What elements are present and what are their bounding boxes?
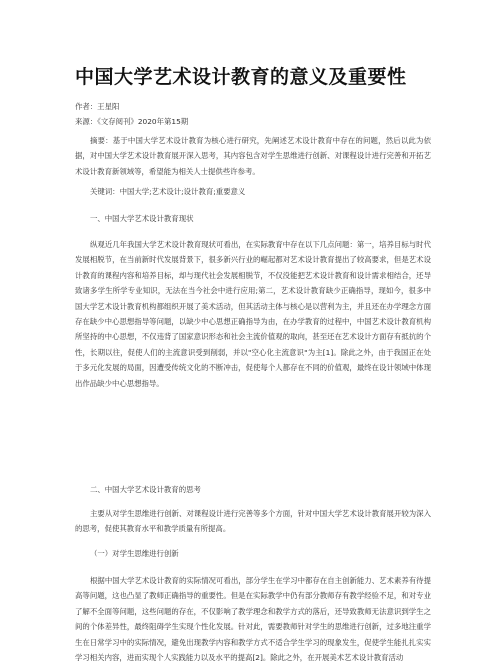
author-line: 作者：王星阳: [75, 102, 120, 111]
subsection1-heading: （一）对学生思维进行创新: [90, 549, 179, 558]
abstract-paragraph: 摘要：基于中国大学艺术设计教育为核心进行研究，先阐述艺术设计教育中存在的问题，然后以此为依据，对中国大学艺术设计教育展开深入思考，其内容包含对学生思维进行创新、对课程设计进行完善和开拓艺术设计教育新领域等，希望能为相关人士提供些许参考。: [75, 136, 431, 176]
section2-intro: 主要从对学生思维进行创新、对课程设计进行完善等多个方面，针对中国大学艺术设计教育展开较为深入的思考，促使其教育水平和教学质量有所提高。: [75, 509, 431, 534]
subsection1-body: 根据中国大学艺术设计教育的实际情况可看出，部分学生在学习中都存在自主创新能力、艺术素养有待提高等问题，这也凸显了教师正确指导的重要性。但是在实际教学中仍有部分教师存有教学经验不足，和对专业了解不全面等问题，这些问题的存在，不仅影响了教学理念和教学方式的落后，还导致教师无法意识到学生之间的个体差异性，最终阻碍学生实现个性化发展。针对此，需要教师针对学生的思维进行创新，过多地注重学生在日常学习中的实际情况，避免出现教学内容和教学方式不适合学生学习的现象发生，促使学生能扎扎实实学习相关内容，进而实现个人实践能力以及水平的提高[2]。除此之外，在开展美术艺术设计教育活动: [75, 576, 431, 663]
section1-body: 纵观近几年我国大学艺术设计教育现状可看出，在实际教育中存在以下几点问题：第一，培养目标与时代发展相脱节，在当前新时代发展背景下，很多新兴行业的崛起都对艺术设计教育提出了较高要求，但是艺术设计教育的课程内容和培养目标，却与现代社会发展相脱节，不仅没能把艺术设计教育和设计需求相结合，还导致诸多学生所学专业知识，无法在当今社会中进行应用;第二，艺术设计教育缺少正确指导，现如今，很多中国大学艺术设计教育机构都组织开展了美术活动，但其活动主体与核心是以营利为主，并且还在办学理念方面存在缺少中心思想指导等问题，以缺少中心思想正确指导为由，在办学教育的过程中，中国艺术设计教育机构所坚持的中心思想，不仅违背了国家意识形态和社会主流价值观的取向，甚至还在艺术设计方面存有抵抗的个性，长期以往，促使人们的主流意识受到削弱，并以"空心化主流意识"为主[1]。除此之外，由于我国正在处于多元化发展的局面，因遭受传统文化的不断冲击，促使每个人都存在不同的价值观，最终在设计领域中体现出作品缺少中心思想指导。: [75, 240, 431, 388]
article-title: 中国大学艺术设计教育的意义及重要性: [75, 66, 407, 88]
section1-heading: 一、中国大学艺术设计教育现状: [90, 214, 194, 223]
keywords-line: 关键词：中国大学;艺术设计;设计教育;重要意义: [90, 187, 246, 196]
source-line: 来源：《文存阅刊》2020年第15期: [75, 117, 189, 126]
section2-heading: 二、中国大学艺术设计教育的思考: [90, 485, 201, 494]
